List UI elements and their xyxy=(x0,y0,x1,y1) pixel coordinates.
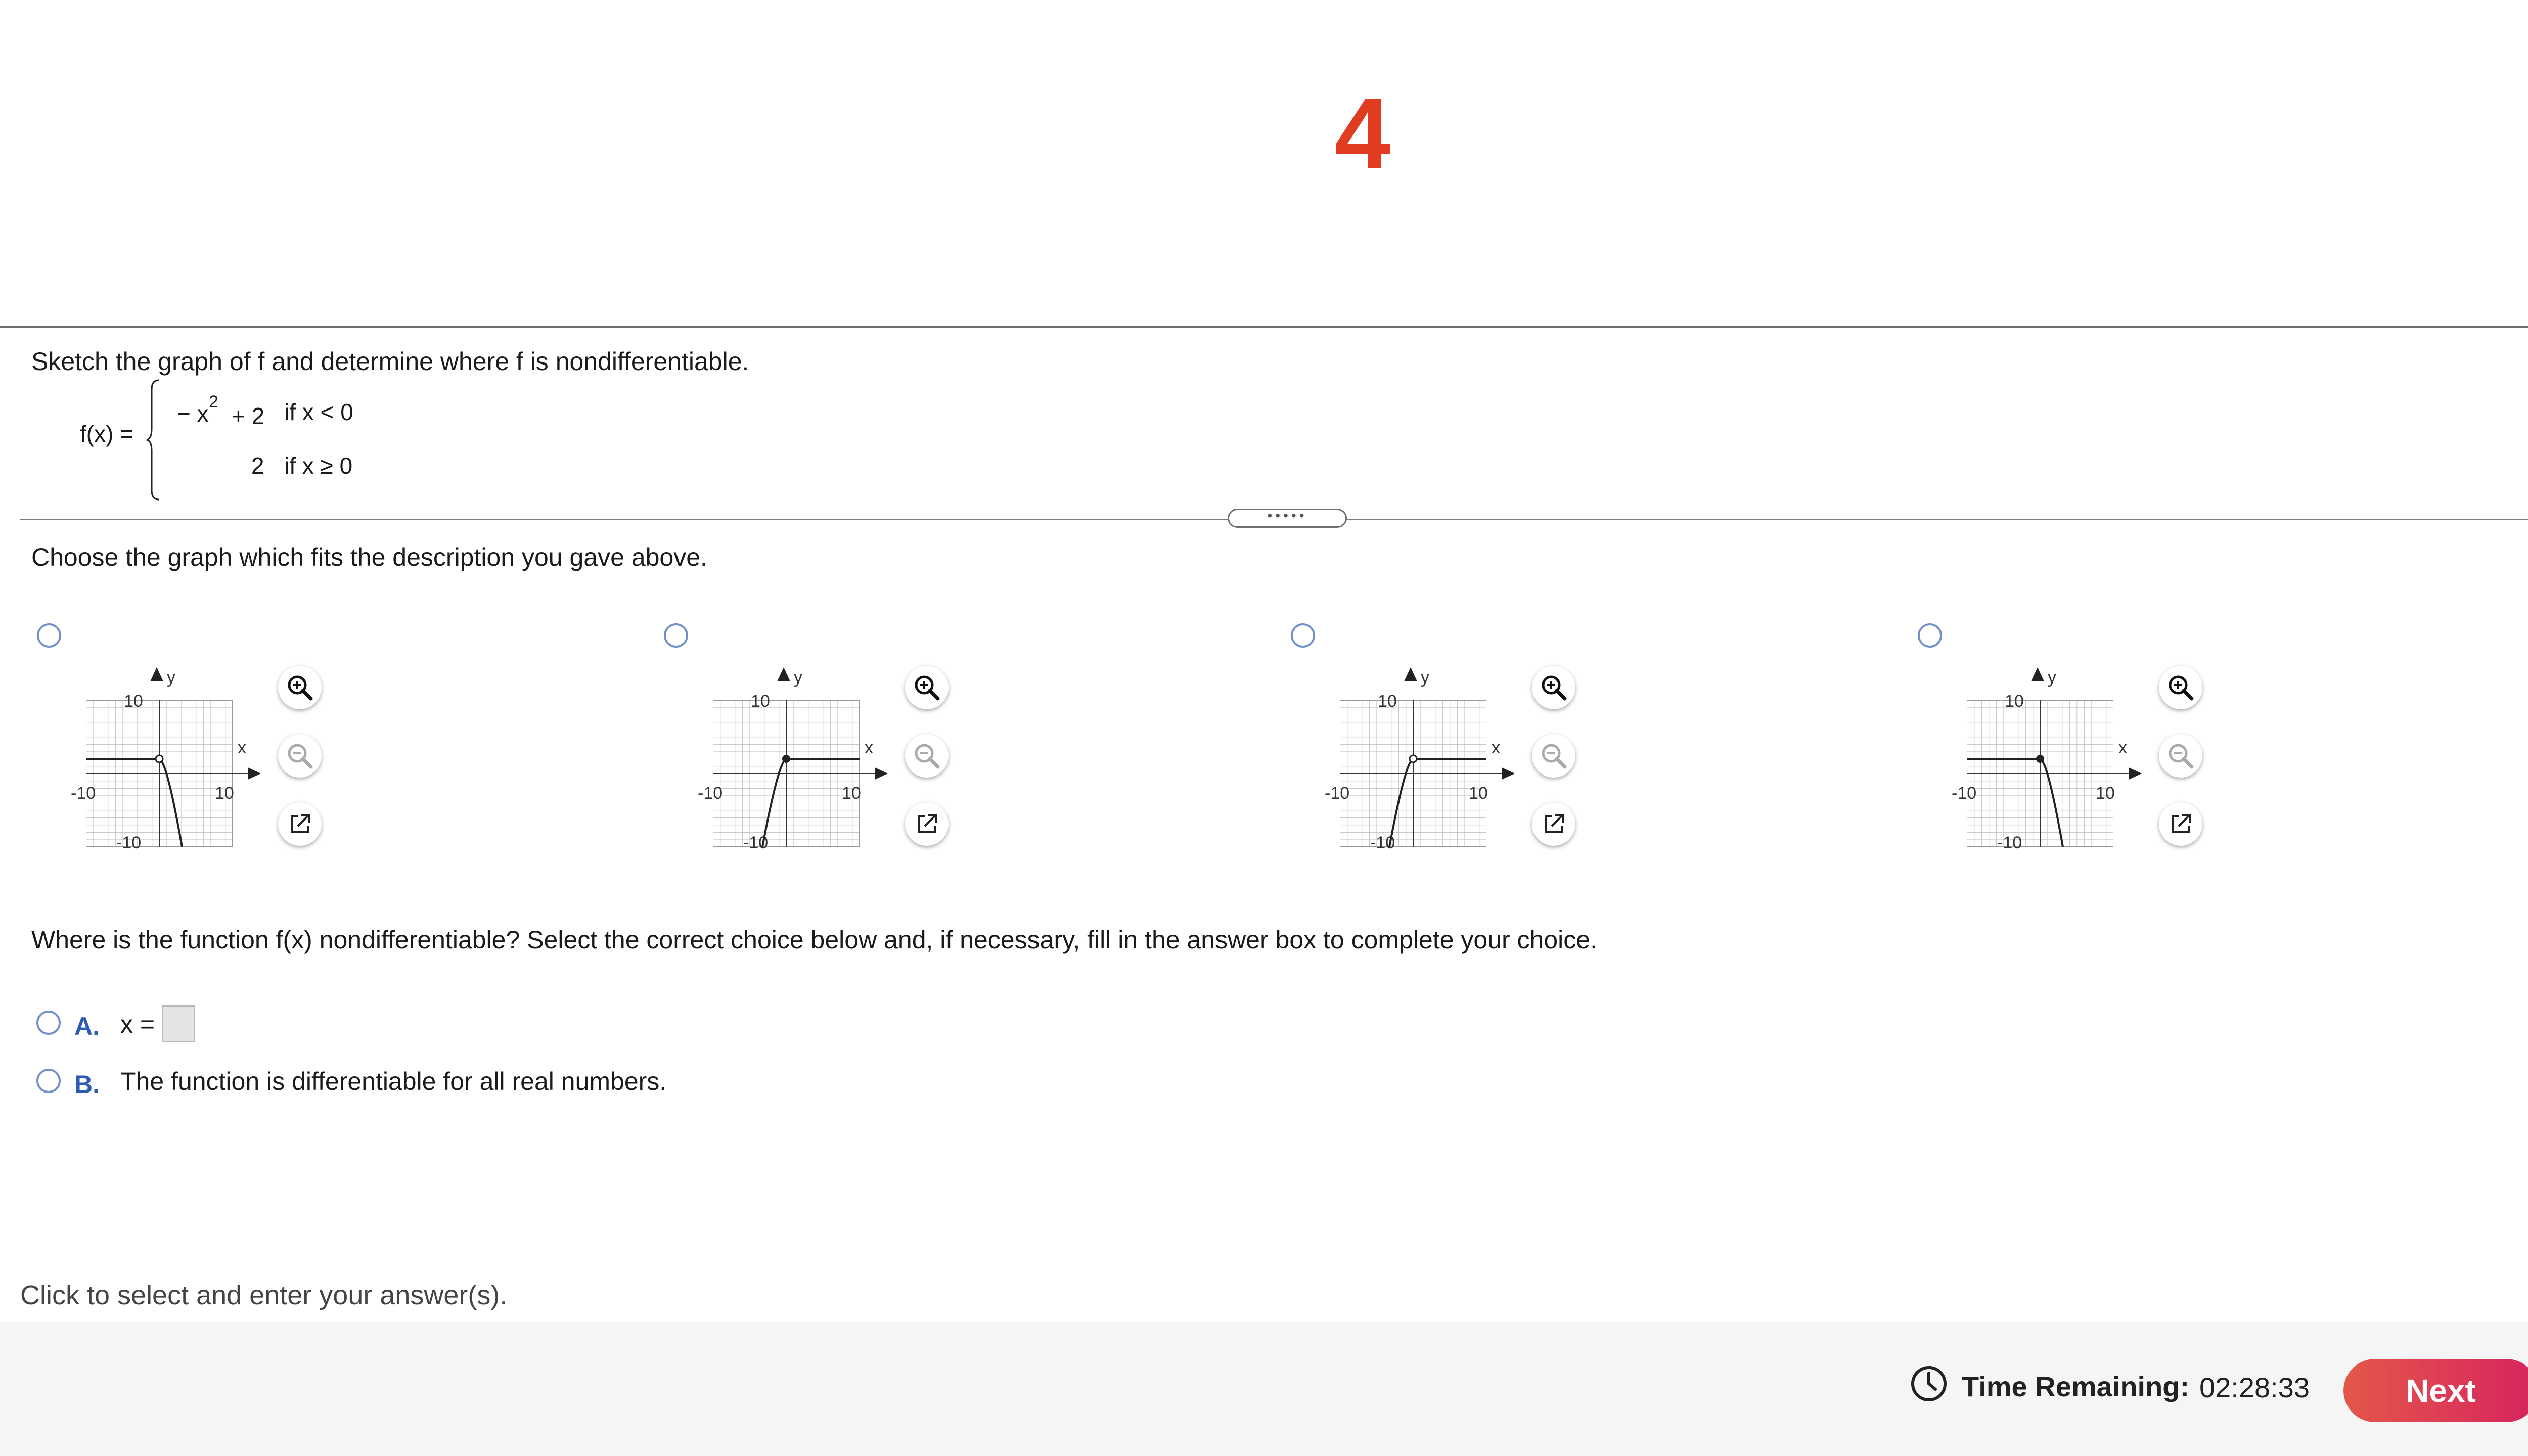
choice-a-letter: A. xyxy=(74,1012,100,1040)
graph-option-3-zoom-in-button[interactable] xyxy=(1532,666,1575,709)
graph-option-2 xyxy=(627,607,1254,859)
graph-option-2-zoom-out-button[interactable] xyxy=(905,734,949,778)
zoom-in-icon xyxy=(2165,672,2196,703)
graph-option-2-ymax-label: 10 xyxy=(751,692,770,711)
zoom-in-icon xyxy=(1539,672,1569,703)
piecewise-function xyxy=(76,379,379,500)
choice-b-text: The function is differentiable for all real numbers. xyxy=(120,1067,667,1096)
choice-a-radio[interactable] xyxy=(36,1011,61,1035)
graph-option-4-x-arrow xyxy=(2113,766,2144,781)
graph-option-3-y-label: y xyxy=(1421,668,1429,687)
graph-option-3-ymax-label: 10 xyxy=(1378,692,1397,711)
graph-option-3-radio[interactable] xyxy=(1291,623,1315,648)
graph-option-2-popout-button[interactable] xyxy=(905,802,949,846)
graph-option-4-popout-button[interactable] xyxy=(2159,802,2202,846)
graph-option-4 xyxy=(1881,607,2508,859)
graph-option-1-x-label: x xyxy=(238,738,246,757)
graph-option-4-ymax-label: 10 xyxy=(2005,692,2024,711)
time-remaining-value: 02:28:33 xyxy=(2199,1372,2310,1403)
zoom-out-icon xyxy=(912,741,942,771)
answer-input-box[interactable] xyxy=(162,1005,195,1042)
graph-option-1-popout-button[interactable] xyxy=(278,802,322,846)
graph-option-2-x-label: x xyxy=(865,738,873,757)
graph-option-4-xmin-label: -10 xyxy=(1952,784,1977,803)
external-link-icon xyxy=(2165,809,2196,839)
piece1-exponent: 2 xyxy=(209,392,218,412)
graph-option-2-radio[interactable] xyxy=(664,623,688,648)
graph-option-4-x-label: x xyxy=(2118,738,2127,757)
graph-option-3-zoom-out-button[interactable] xyxy=(1532,734,1575,778)
graph-option-3 xyxy=(1254,607,1881,859)
graph-option-2-x-arrow xyxy=(860,766,890,781)
piece2-condition: if x ≥ 0 xyxy=(284,452,353,479)
graph-option-1-y-arrow xyxy=(149,667,164,703)
question-prompt: Sketch the graph of f and determine where f is nondifferentiable. xyxy=(31,347,749,376)
choice-a-text: x = xyxy=(120,1010,155,1038)
graph-option-2-xmin-label: -10 xyxy=(698,784,723,803)
graph-option-1-zoom-out-button[interactable] xyxy=(278,734,322,778)
graph-option-4-y-arrow xyxy=(2030,667,2045,703)
graph-option-1-zoom-in-button[interactable] xyxy=(278,666,322,709)
graph-option-2-xmax-label: 10 xyxy=(842,784,861,803)
graph-option-2-ymin-label: -10 xyxy=(743,833,769,852)
graph-option-4-plot[interactable] xyxy=(1967,700,2113,847)
choice-b-letter: B. xyxy=(74,1070,100,1099)
piece1-expression: − x xyxy=(177,400,209,427)
graph-option-1-ymax-label: 10 xyxy=(124,692,143,711)
graph-option-4-y-label: y xyxy=(2048,668,2056,687)
graph-option-1-xmin-label: -10 xyxy=(71,784,96,803)
graph-option-2-zoom-in-button[interactable] xyxy=(905,666,949,709)
question-number: 4 xyxy=(1334,77,1391,190)
zoom-in-icon xyxy=(285,672,315,703)
graph-option-3-popout-button[interactable] xyxy=(1532,802,1575,846)
graph-option-4-ymin-label: -10 xyxy=(1997,833,2022,852)
zoom-out-icon xyxy=(2165,741,2196,771)
graph-option-1-x-arrow xyxy=(233,766,263,781)
external-link-icon xyxy=(285,809,315,839)
piecewise-brace xyxy=(146,379,161,500)
graph-option-3-xmax-label: 10 xyxy=(1469,784,1488,803)
graph-option-1 xyxy=(0,607,627,859)
header-divider xyxy=(0,326,2528,328)
external-link-icon xyxy=(1539,809,1569,839)
graph-option-3-ymin-label: -10 xyxy=(1370,833,1395,852)
zoom-out-icon xyxy=(285,741,315,771)
graph-option-4-radio[interactable] xyxy=(1918,623,1942,648)
choice-b[interactable] xyxy=(31,1057,840,1102)
choice-b-radio[interactable] xyxy=(36,1069,61,1093)
piece1-constant: + 2 xyxy=(232,403,265,429)
graph-option-2-y-label: y xyxy=(794,668,802,687)
differentiability-prompt: Where is the function f(x) nondifferentiable? Select the correct choice below and, if necessary, fill in the answer box to complete your choice. xyxy=(31,926,1597,954)
clock-icon xyxy=(1910,1365,1948,1402)
next-button[interactable]: Next xyxy=(2343,1359,2528,1422)
graph-option-3-plot[interactable] xyxy=(1340,700,1486,847)
graph-question-prompt: Choose the graph which fits the description you gave above. xyxy=(31,543,707,571)
graph-option-4-zoom-in-button[interactable] xyxy=(2159,666,2202,709)
zoom-out-icon xyxy=(1539,741,1569,771)
graph-option-4-zoom-out-button[interactable] xyxy=(2159,734,2202,778)
graph-option-1-ymin-label: -10 xyxy=(116,833,142,852)
graph-option-1-plot[interactable] xyxy=(86,700,233,847)
zoom-in-icon xyxy=(912,672,942,703)
divider-handle[interactable]: ••••• xyxy=(1228,509,1347,528)
piece2-expression: 2 xyxy=(251,452,264,479)
graph-option-2-plot[interactable] xyxy=(713,700,860,847)
graph-option-3-xmin-label: -10 xyxy=(1325,784,1350,803)
graph-option-4-xmax-label: 10 xyxy=(2096,784,2115,803)
external-link-icon xyxy=(912,809,942,839)
graph-option-2-y-arrow xyxy=(776,667,791,703)
graph-option-1-y-label: y xyxy=(167,668,175,687)
function-lhs: f(x) = xyxy=(80,421,134,447)
graph-option-1-radio[interactable] xyxy=(37,623,61,648)
graph-option-1-xmax-label: 10 xyxy=(215,784,234,803)
choice-a[interactable] xyxy=(31,998,840,1044)
status-instruction: Click to select and enter your answer(s). xyxy=(20,1280,508,1310)
graph-option-3-x-label: x xyxy=(1492,738,1500,757)
piece1-condition: if x < 0 xyxy=(284,399,353,425)
graph-option-3-y-arrow xyxy=(1403,667,1418,703)
time-remaining-label: Time Remaining: xyxy=(1962,1371,2190,1402)
graph-option-3-x-arrow xyxy=(1486,766,1517,781)
